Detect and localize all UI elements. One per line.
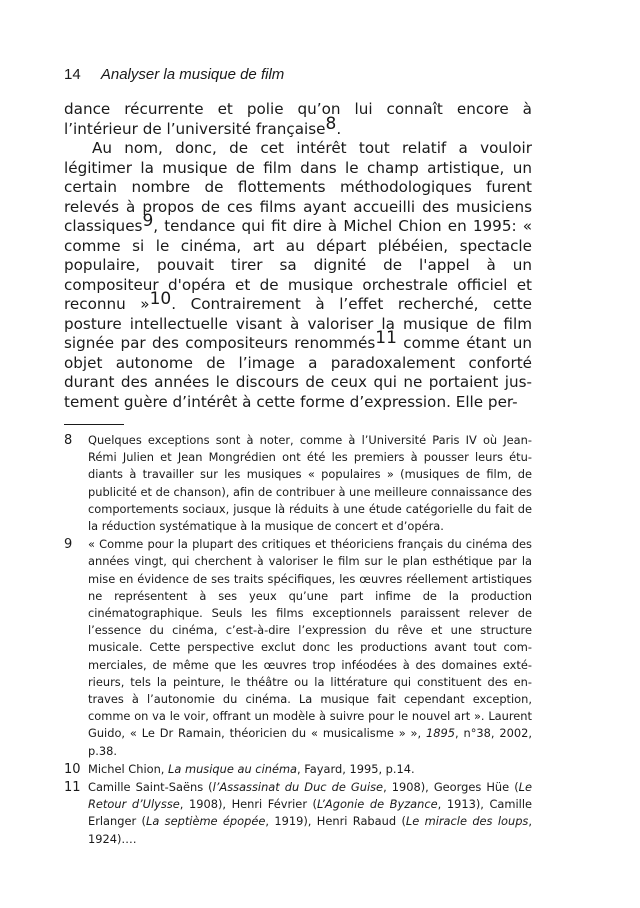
footnote-ref-9[interactable]: 9 bbox=[142, 211, 154, 231]
paragraph-2-text-b: , tendance qui fit dire à Michel Chion en 1995: « comme si le cinéma, art au départ plébéien, spectacle populaire, pouvait tirer sa dignité de l'appel à un compositeur d'opéra et de musique orchestrale officiel et reconnu » bbox=[64, 217, 532, 313]
paragraph-2-text-d: comme étant un objet autonome de l’image a paradoxalement conforté durant des années le discours de ceux qui ne portaient justement guère d’intérêt à cette forme d’expression. Elle per- bbox=[64, 334, 532, 411]
footnote-11-text-1: Camille Saint-Saëns ( bbox=[88, 780, 213, 795]
paragraph-1-text: dance récurrente et polie qu’on lui connaît encore à l’intérieur de l’université française bbox=[64, 100, 532, 138]
paragraph-1-end: . bbox=[336, 119, 342, 138]
footnote-number: 11 bbox=[64, 780, 81, 796]
running-title: Analyser la musique de film bbox=[100, 66, 285, 83]
film-title: La septième épopée bbox=[145, 814, 266, 829]
footnote-ref-11[interactable]: 11 bbox=[375, 328, 397, 348]
footnote-ref-10[interactable]: 10 bbox=[149, 289, 172, 309]
footnote-10-text-b: , Fayard, 1995, p.14. bbox=[297, 761, 415, 776]
footnote-10-text-a: Michel Chion, bbox=[88, 761, 169, 776]
footnote-8 bbox=[64, 432, 532, 535]
paragraph-2-text-c: . Contrairement à l’effet recherché, cette posture intellectuelle visant à valoriser la musique de film signée par des compositeurs renommés bbox=[64, 295, 532, 352]
footnote-11-text-3: , 1908), Henri Février ( bbox=[179, 797, 317, 812]
film-title: l’Assassinat du Duc de Guise bbox=[212, 780, 384, 795]
film-title: L’Agonie de Byzance bbox=[317, 797, 438, 812]
footnote-text bbox=[88, 761, 532, 778]
footnote-text: Quelques exceptions sont à noter, comme à l’Université Paris IV où Jean-Rémi Julien et Jean Mongrédien ont été les premiers à pousser leurs étudiants à travailler sur les musiques « populaires » (musiques de film, de publicité et de chanson), afin de contribuer à une meilleure connaissance des comportements sociaux, jusque là réduits à une étude catégorielle du fait de la réduction systématique à la musique de concert et d’opéra. bbox=[88, 433, 532, 534]
footnote-11-text-5: , 1919), Henri Rabaud ( bbox=[265, 814, 406, 829]
film-title: Le Retour d’Ulysse bbox=[88, 780, 532, 812]
footnotes bbox=[64, 432, 532, 849]
paragraph-1 bbox=[64, 100, 532, 139]
footnote-9-text-a: « Comme pour la plupart des critiques et théoriciens français du cinéma des années vingt, qui cherchent à valoriser le film sur le plan esthétique par la mise en évidence de ses traits spécifiques, les œuvres réellement artistiques ne représentent à ses yeux qu’une part infime de la production cinématographique. Seuls les films exceptionnels paraissent relever de l’essence du cinéma, c’est-à-dire l’expression du rêve et une structure musicale. Cette perspective exclut donc les productions avant tout commerciales, de même que les œuvres trop inféodées à des domaines extérieurs, tels la peinture, le théâtre ou la littérature qui constituent des entraves à l’autonomie du cinéma. La musique fait cependant exception, comme on va le voir, offrant un modèle à suivre pour le nouvel art ». Laurent Guido, « Le Dr Ramain, théoricien du « musicalisme » », bbox=[88, 537, 532, 741]
paragraph-2-text-a: Au nom, donc, de cet intérêt tout relatif a vouloir légitimer la musique de film dans le champ artistique, un certain nombre de flottements méthodologiques furent relevés à propos de ces films ayant accueilli des musiciens classiques bbox=[64, 139, 532, 235]
paragraph-2 bbox=[64, 139, 532, 412]
footnote-ref-8[interactable]: 8 bbox=[325, 113, 337, 134]
footnote-number: 10 bbox=[64, 761, 81, 777]
footnote-text bbox=[88, 779, 532, 848]
body-text bbox=[64, 100, 532, 412]
footnote-10 bbox=[64, 761, 532, 778]
footnote-11-text-6: , 1924)…. bbox=[88, 814, 532, 846]
journal-title: 1895 bbox=[426, 726, 455, 741]
footnote-number: 9 bbox=[64, 537, 73, 553]
film-title: Le miracle des loups bbox=[405, 814, 529, 829]
book-title: La musique au cinéma bbox=[168, 761, 298, 776]
footnote-number: 8 bbox=[64, 433, 73, 448]
footnote-11-text-4: , 1913), Camille Erlanger ( bbox=[88, 797, 532, 829]
running-header bbox=[64, 66, 284, 83]
page-number: 14 bbox=[64, 66, 81, 83]
footnote-separator bbox=[64, 424, 124, 425]
footnote-9 bbox=[64, 536, 532, 760]
footnote-11-text-2: , 1908), Georges Hüe ( bbox=[383, 780, 519, 795]
footnote-11 bbox=[64, 779, 532, 848]
footnote-9-text-b: , n°38, 2002, p.38. bbox=[88, 726, 532, 758]
footnote-text bbox=[88, 536, 532, 760]
